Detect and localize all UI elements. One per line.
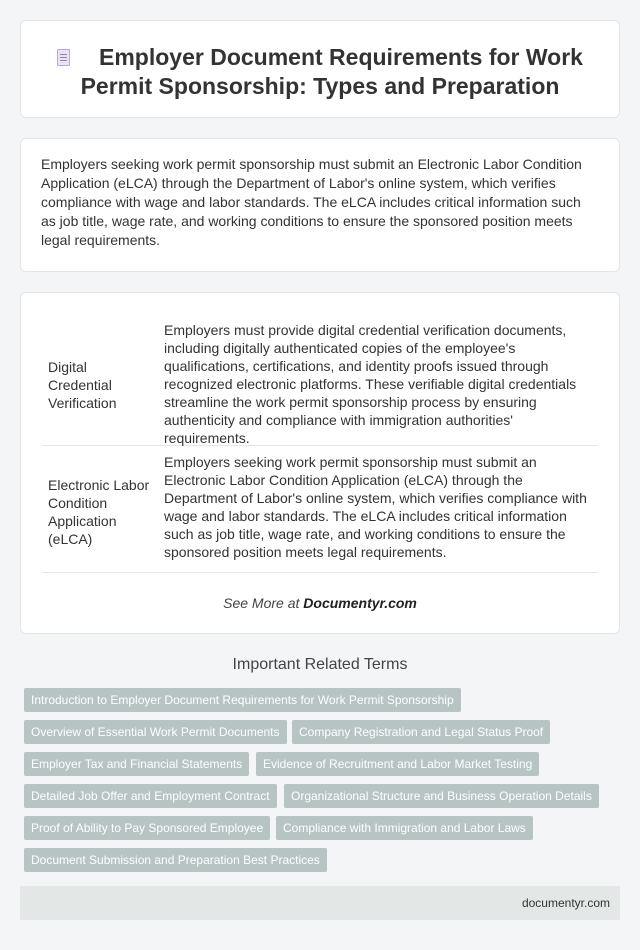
page-title-text: Employer Document Requirements for Work Permit Sponsorship: Types and Preparation — [80, 44, 583, 99]
related-term-tag[interactable]: Compliance with Immigration and Labor Laws — [276, 816, 533, 840]
page-title — [21, 43, 619, 101]
term-cell: Electronic Labor Condition Application (eLCA) — [48, 477, 150, 547]
related-term-tag[interactable]: Evidence of Recruitment and Labor Market Testing — [256, 752, 539, 776]
see-more-link[interactable] — [21, 595, 619, 611]
related-term-tag[interactable]: Document Submission and Preparation Best Practices — [24, 848, 327, 872]
description-cell: Employers must provide digital credential verification documents, including digitally authenticated copies of the employee's qualifications, certifications, and identity proofs issued through recognized electronic platforms. These verifiable digital credentials streamline the work permit sponsorship process by ensuring authenticity and compliance with immigration authorities' requirements. — [164, 322, 577, 446]
related-term-tag[interactable]: Overview of Essential Work Permit Documents — [24, 720, 287, 744]
intro-paragraph: Employers seeking work permit sponsorship must submit an Electronic Labor Condition Application (eLCA) through the Department of Labor's online system, which verifies compliance with wage and labor standards. The eLCA includes critical information such as job title, wage rate, and working conditions to ensure the sponsored position meets legal requirements. — [41, 156, 582, 248]
related-term-tag[interactable]: Proof of Ability to Pay Sponsored Employee — [24, 816, 270, 840]
related-term-tag[interactable]: Company Registration and Legal Status Proof — [292, 720, 550, 744]
related-terms-heading: Important Related Terms — [232, 656, 408, 673]
table-row — [42, 315, 598, 446]
related-term-tag[interactable]: Employer Tax and Financial Statements — [24, 752, 249, 776]
footer — [20, 886, 620, 920]
footer-site-link[interactable]: documentyr.com — [521, 896, 610, 910]
related-term-tag[interactable]: Organizational Structure and Business Operation Details — [284, 784, 599, 808]
table-row — [42, 446, 598, 573]
related-term-tag[interactable]: Detailed Job Offer and Employment Contract — [24, 784, 277, 808]
description-cell: Employers seeking work permit sponsorship must submit an Electronic Labor Condition Application (eLCA) through the Department of Labor's online system, which verifies compliance with wage and labor standards. The eLCA includes critical information such as job title, wage rate, and working conditions to ensure the sponsored position meets legal requirements. — [164, 454, 587, 560]
related-term-tag[interactable]: Introduction to Employer Document Requirements for Work Permit Sponsorship — [24, 688, 461, 712]
title-card — [20, 20, 620, 118]
see-more-prefix: See More at — [223, 595, 304, 611]
document-icon — [57, 49, 71, 67]
see-more-site[interactable]: Documentyr.com — [303, 595, 417, 611]
term-cell: Digital Credential Verification — [48, 359, 117, 411]
intro-card — [20, 138, 620, 272]
definitions-table-card — [20, 292, 620, 634]
